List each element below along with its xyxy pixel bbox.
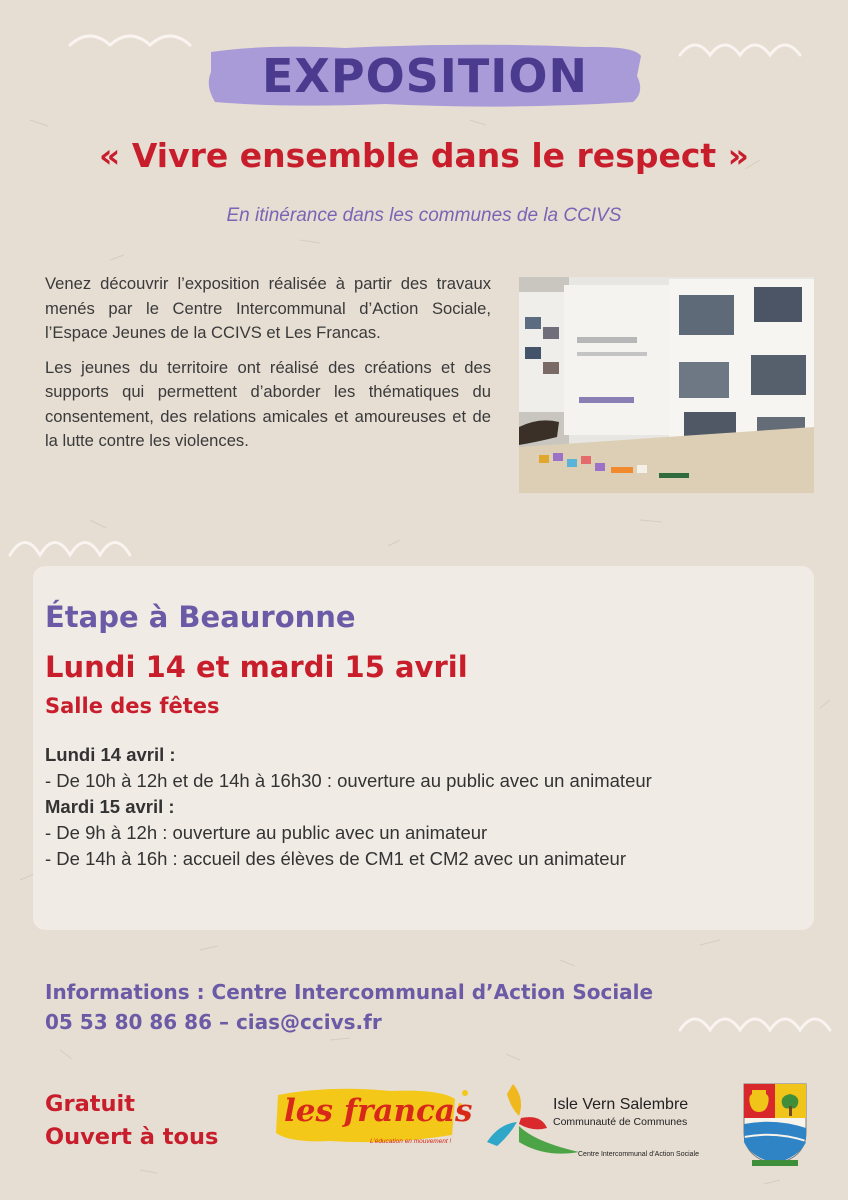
exhibition-photo bbox=[519, 277, 814, 493]
stage-venue: Salle des fêtes bbox=[45, 694, 220, 718]
ivs-cias: Centre Intercommunal d’Action Sociale bbox=[578, 1151, 700, 1158]
tagline: En itinérance dans les communes de la CCIVS bbox=[226, 205, 622, 226]
schedule-day-1: Lundi 14 avril : bbox=[45, 744, 176, 765]
page-title: EXPOSITION bbox=[261, 49, 589, 103]
stage-dates: Lundi 14 et mardi 15 avril bbox=[45, 650, 468, 684]
ivs-subtitle: Communauté de Communes bbox=[553, 1116, 688, 1128]
exhibition-subtitle: « Vivre ensemble dans le respect » bbox=[99, 136, 749, 175]
ivs-name: Isle Vern Salembre bbox=[553, 1096, 689, 1113]
francas-tagline: L’éducation en mouvement ! bbox=[370, 1138, 452, 1145]
admission-info bbox=[45, 1088, 218, 1154]
schedule-day-2: Mardi 15 avril : bbox=[45, 796, 175, 817]
contact-organisation: Informations : Centre Intercommunal d’Action Sociale bbox=[45, 980, 654, 1004]
contact-info bbox=[45, 977, 653, 1037]
contact-phone-email[interactable]: 05 53 80 86 86 – cias@ccivs.fr bbox=[45, 1010, 382, 1034]
schedule-slot: - De 9h à 12h : ouverture au public avec un animateur bbox=[45, 822, 488, 843]
intro-text bbox=[45, 272, 491, 464]
intro-paragraph-2: Les jeunes du territoire ont réalisé des créations et des supports qui permettent d’aborder les thématiques du consentement, des relations amicales et amoureuses et de la lutte contre les violences. bbox=[45, 357, 491, 450]
audience-label: Ouvert à tous bbox=[45, 1124, 219, 1150]
schedule bbox=[45, 742, 805, 872]
francas-logo-text: les francas bbox=[284, 1093, 473, 1129]
stage-title: Étape à Beauronne bbox=[45, 600, 356, 634]
price-label: Gratuit bbox=[45, 1091, 135, 1117]
schedule-slot: - De 10h à 12h et de 14h à 16h30 : ouverture au public avec un animateur bbox=[45, 770, 652, 791]
intro-paragraph-1: Venez découvrir l’exposition réalisée à partir des travaux menés par le Centre Intercommunal d’Action Sociale, l’Espace Jeunes de la CCIVS et Les Francas. bbox=[45, 274, 491, 342]
municipal-crest-icon bbox=[740, 1080, 810, 1168]
schedule-slot: - De 14h à 16h : accueil des élèves de CM1 et CM2 avec un animateur bbox=[45, 848, 627, 869]
